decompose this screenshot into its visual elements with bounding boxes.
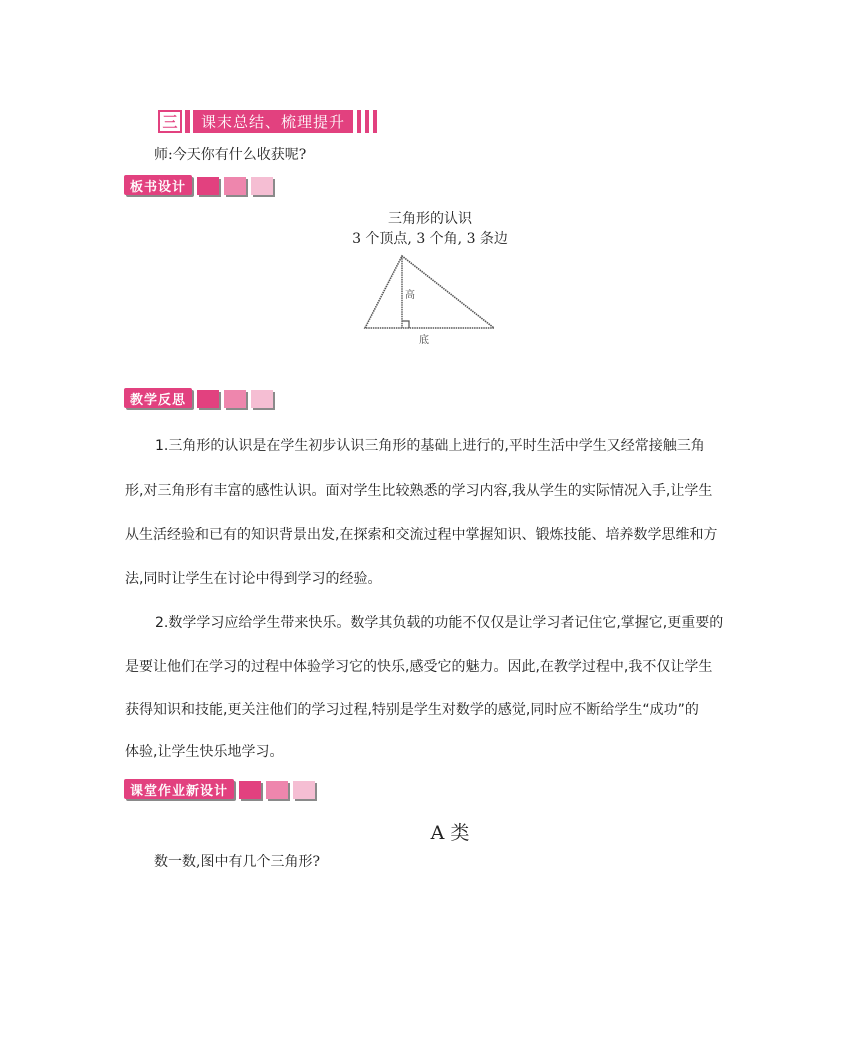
height-label: 高: [405, 290, 415, 301]
reflection-line: 形,对三角形有丰富的感性认识。面对学生比较熟悉的学习内容,我从学生的实际情况入手,让学生: [125, 483, 713, 499]
decor-square: [239, 781, 261, 799]
reflection-line: 体验,让学生快乐地学习。: [125, 744, 284, 760]
reflection-line: 获得知识和技能,更关注他们的学习过程,特别是学生对数学的感觉,同时应不断给学生“成功”的: [125, 702, 699, 718]
board-subtitle: 3 个顶点, 3 个角, 3 条边: [352, 231, 508, 247]
teacher-question: 师:今天你有什么收获呢?: [154, 147, 307, 163]
board-title: 三角形的认识: [388, 211, 472, 227]
reflection-line: 2.数学学习应给学生带来快乐。数学其负载的功能不仅仅是让学习者记住它,掌握它,更重要的: [155, 615, 724, 631]
homework-category: A 类: [430, 822, 470, 844]
tab-label: 板书设计: [124, 175, 192, 195]
tab-label: 教学反思: [124, 388, 192, 408]
reflection-line: 从生活经验和已有的知识背景出发,在探索和交流过程中掌握知识、锻炼技能、培养数学思维和方: [125, 527, 718, 543]
reflection-line: 1.三角形的认识是在学生初步认识三角形的基础上进行的,平时生活中学生又经常接触三角: [155, 438, 705, 454]
decor-square: [266, 781, 288, 799]
homework-tab: [124, 779, 315, 799]
base-label: 底: [419, 335, 429, 346]
section-number: 三: [158, 110, 182, 133]
homework-question: 数一数,图中有几个三角形?: [154, 854, 320, 870]
section-title: 课末总结、梳理提升: [193, 110, 353, 133]
decor-square: [293, 781, 315, 799]
tab-label: 课堂作业新设计: [124, 779, 234, 799]
reflection-line: 是要让他们在学习的过程中体验学习它的快乐,感受它的魅力。因此,在教学过程中,我不仅让学生: [125, 659, 713, 675]
reflection-body: [125, 0, 737, 1050]
reflection-line: 法,同时让学生在讨论中得到学习的经验。: [125, 571, 382, 587]
